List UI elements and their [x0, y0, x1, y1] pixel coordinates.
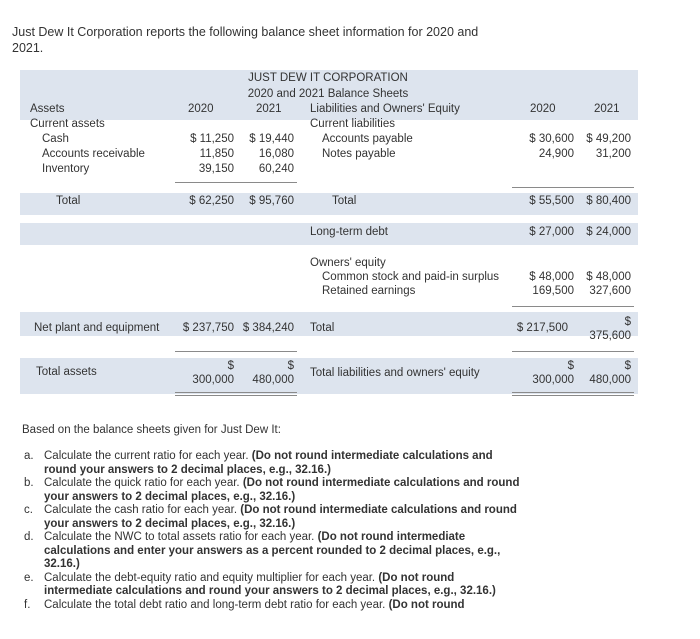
ap-2020: $ 30,600: [529, 133, 574, 145]
cash-2020: $ 11,250: [190, 133, 234, 145]
question-letter: d.: [24, 531, 34, 543]
question-text: Calculate the total debt ratio and long-term debt ratio for each year.: [44, 598, 389, 611]
total-current-assets-2021: $ 95,760: [249, 195, 294, 207]
common-stock-2021: $ 48,000: [586, 271, 631, 283]
total-assets-2021: 480,000: [252, 374, 294, 386]
question-list: [22, 450, 522, 612]
question-item: [22, 599, 522, 613]
total-assets-label: Total assets: [36, 366, 97, 378]
question-instructions: (Do not round intermediate calculations and round your answers to 2 decimal places, e.g., 32.16.): [44, 504, 517, 530]
question-text: Calculate the quick ratio for each year.: [44, 477, 243, 489]
notes-payable-label: Notes payable: [322, 148, 396, 160]
question-instructions: (Do not round intermediate calculations and enter your answers as a percent rounded to 2 decimal places, e.g., 32.16.): [44, 531, 501, 570]
total-current-liab-label: Total: [332, 195, 357, 207]
question-letter: f.: [24, 598, 31, 611]
total-assets-2020-sign: $: [227, 360, 234, 372]
notes-payable-2020: 24,900: [538, 148, 574, 160]
question-instructions: (Do not round: [388, 598, 465, 611]
long-term-debt-2021: $ 24,000: [586, 226, 631, 238]
rule: [512, 351, 634, 352]
question-letter: e.: [24, 571, 34, 584]
inventory-2021: 60,240: [258, 163, 294, 175]
ar-2020: 11,850: [199, 148, 234, 160]
rule: [175, 392, 297, 393]
question-instructions: (Do not round intermediate calculations and round your answers to 2 decimal places, e.g., 32.16.): [44, 477, 520, 503]
ap-2021: $ 49,200: [586, 133, 631, 145]
inventory-label: Inventory: [42, 163, 90, 175]
balance-sheet-table: [20, 70, 638, 410]
liab-2021-header: 2021: [594, 103, 620, 115]
current-liabilities-label: Current liabilities: [310, 118, 396, 130]
owners-equity-label: Owners' equity: [310, 257, 386, 269]
total-liab-equity-2021-sign: $: [624, 360, 631, 372]
net-plant-2021: $ 384,240: [242, 322, 294, 334]
question-text: Calculate the debt-equity ratio and equity multiplier for each year.: [44, 571, 379, 584]
liab-2020-header: 2020: [530, 103, 556, 115]
rule: [512, 395, 634, 396]
total-liab-equity-label: Total liabilities and owners' equity: [310, 367, 480, 379]
net-plant-2020: $ 237,750: [182, 322, 234, 334]
question-item: [22, 504, 522, 531]
total-current-assets-label: Total: [56, 195, 81, 207]
retained-earnings-2020: 169,500: [532, 285, 574, 297]
question-item: [22, 531, 522, 572]
sheet-subtitle: 2020 and 2021 Balance Sheets: [247, 88, 409, 100]
ap-label: Accounts payable: [322, 133, 413, 145]
inventory-2020: 39,150: [198, 163, 234, 175]
common-stock-label: Common stock and paid-in surplus: [322, 271, 500, 283]
total-assets-2020: 300,000: [192, 374, 234, 386]
retained-earnings-label: Retained earnings: [322, 285, 416, 297]
question-item: [22, 572, 522, 599]
net-plant-label: Net plant and equipment: [34, 322, 160, 334]
common-stock-2020: $ 48,000: [529, 271, 574, 283]
total-liab-equity-2020-sign: $: [567, 360, 574, 372]
retained-earnings-2021: 327,600: [589, 285, 631, 297]
notes-payable-2021: 31,200: [595, 148, 631, 160]
question-instructions: (Do not round intermediate calculations and round your answers to 2 decimal places, e.g., 32.16.): [44, 450, 493, 476]
total-equity-label: Total: [310, 322, 335, 334]
assets-2021-header: 2021: [256, 103, 282, 115]
total-equity-2021-sign: $: [624, 316, 631, 328]
total-current-assets-2020: $ 62,250: [189, 195, 234, 207]
question-letter: c.: [24, 504, 33, 516]
rule: [175, 351, 297, 352]
long-term-debt-label: Long-term debt: [310, 226, 388, 238]
rule: [175, 395, 297, 396]
liabilities-header: Liabilities and Owners' Equity: [310, 103, 460, 115]
rule: [512, 392, 634, 393]
question-text: Calculate the cash ratio for each year.: [44, 504, 241, 516]
question-text: Calculate the NWC to total assets ratio for each year.: [44, 531, 318, 543]
cash-2021: $ 19,440: [249, 133, 294, 145]
total-current-liab-2021: $ 80,400: [586, 195, 631, 207]
long-term-debt-2020: $ 27,000: [529, 226, 574, 238]
company-name: JUST DEW IT CORPORATION: [248, 72, 408, 84]
total-assets-2021-sign: $: [287, 360, 294, 372]
question-letter: b.: [24, 477, 34, 489]
cash-label: Cash: [42, 133, 69, 145]
intro-text: Just Dew It Corporation reports the following balance sheet information for 2020 and 2021.: [12, 25, 479, 55]
rule: [512, 187, 634, 188]
assets-2020-header: 2020: [188, 103, 214, 115]
total-current-liab-2020: $ 55,500: [529, 195, 574, 207]
question-item: [22, 477, 522, 504]
question-text: Calculate the current ratio for each year.: [44, 450, 252, 462]
total-equity-2021: 375,600: [589, 330, 631, 342]
total-liab-equity-2020: 300,000: [532, 374, 574, 386]
question-item: [22, 450, 522, 477]
question-instructions: (Do not round intermediate calculations and round your answers to 2 decimal places, e.g., 32.16.): [44, 571, 496, 597]
question-prompt: Based on the balance sheets given for Just Dew It:: [22, 424, 281, 436]
rule: [175, 182, 297, 183]
total-equity-2020: $ 217,500: [516, 322, 568, 334]
rule: [512, 306, 634, 307]
question-letter: a.: [24, 450, 34, 462]
ar-label: Accounts receivable: [42, 148, 145, 160]
current-assets-label: Current assets: [30, 118, 105, 130]
ar-2021: 16,080: [258, 148, 294, 160]
assets-header: Assets: [30, 103, 65, 115]
total-liab-equity-2021: 480,000: [589, 374, 631, 386]
